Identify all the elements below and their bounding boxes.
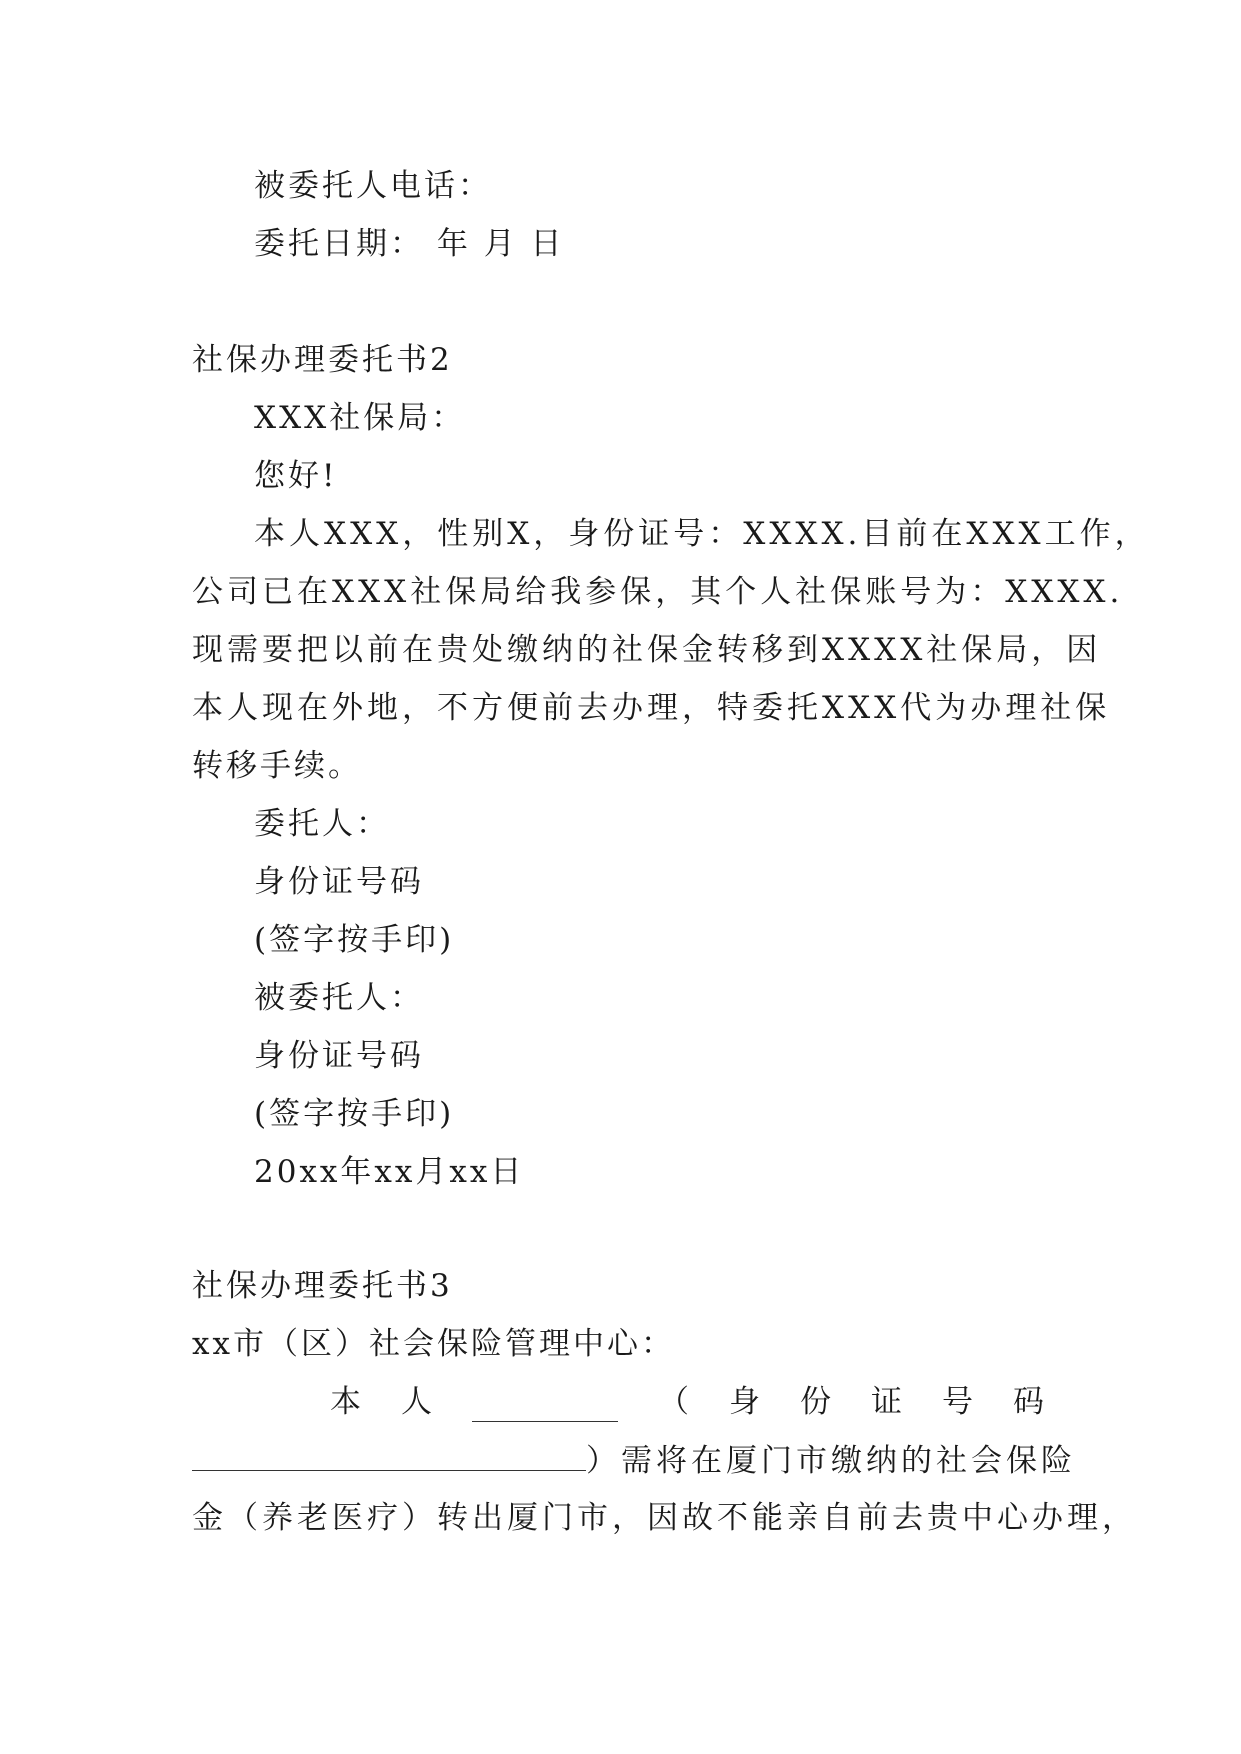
para3-line-2 bbox=[0, 1440, 1241, 1481]
recipient-line-3: xx市（区）社会保险管理中心： bbox=[192, 1326, 675, 1362]
para3-line-1 bbox=[192, 1382, 1044, 1422]
entrust-date-line: 委托日期： 年 月 日 bbox=[254, 226, 565, 262]
para3-word: 码 bbox=[1013, 1384, 1044, 1420]
body-line-3: 现需要把以前在贵处缴纳的社保金转移到XXXX社保局，因 bbox=[192, 632, 1102, 668]
para3-word: （ bbox=[658, 1384, 689, 1420]
principal-id-label: 身份证号码 bbox=[254, 864, 424, 900]
para3-word: 本 bbox=[330, 1384, 361, 1420]
principal-label: 委托人： bbox=[254, 806, 390, 842]
recipient-line: XXX社保局： bbox=[254, 400, 466, 436]
body-line-5: 转移手续。 bbox=[192, 748, 362, 784]
name-blank bbox=[472, 1391, 618, 1422]
principal-sign-note: (签字按手印) bbox=[254, 922, 455, 958]
trustee-label: 被委托人： bbox=[254, 980, 424, 1016]
trustee-id-label: 身份证号码 bbox=[254, 1038, 424, 1074]
para3-line-3: 金（养老医疗）转出厦门市，因故不能亲自前去贵中心办理， bbox=[192, 1500, 1137, 1536]
para3-word: 份 bbox=[800, 1384, 831, 1420]
greeting-line: 您好! bbox=[254, 458, 338, 494]
para3-word: 身 bbox=[729, 1384, 760, 1420]
para3-word: 号 bbox=[942, 1384, 973, 1420]
para3-word: 证 bbox=[871, 1384, 902, 1420]
body-line-1: 本人XXX，性别X，身份证号：XXXX.目前在XXX工作， bbox=[254, 516, 1150, 552]
trustee-phone-line: 被委托人电话： bbox=[254, 168, 492, 204]
date-line: 20xx年xx月xx日 bbox=[254, 1154, 525, 1190]
id-number-blank bbox=[192, 1440, 586, 1471]
section-title-3: 社保办理委托书3 bbox=[192, 1268, 453, 1304]
body-line-4: 本人现在外地，不方便前去办理，特委托XXX代为办理社保 bbox=[192, 690, 1111, 726]
para3-word: 人 bbox=[401, 1384, 432, 1420]
para3-line-2-text: ）需将在厦门市缴纳的社会保险 bbox=[586, 1443, 1076, 1479]
body-line-2: 公司已在XXX社保局给我参保，其个人社保账号为：XXXX. bbox=[192, 574, 1124, 610]
section-title-2: 社保办理委托书2 bbox=[192, 342, 453, 378]
trustee-sign-note: (签字按手印) bbox=[254, 1096, 455, 1132]
